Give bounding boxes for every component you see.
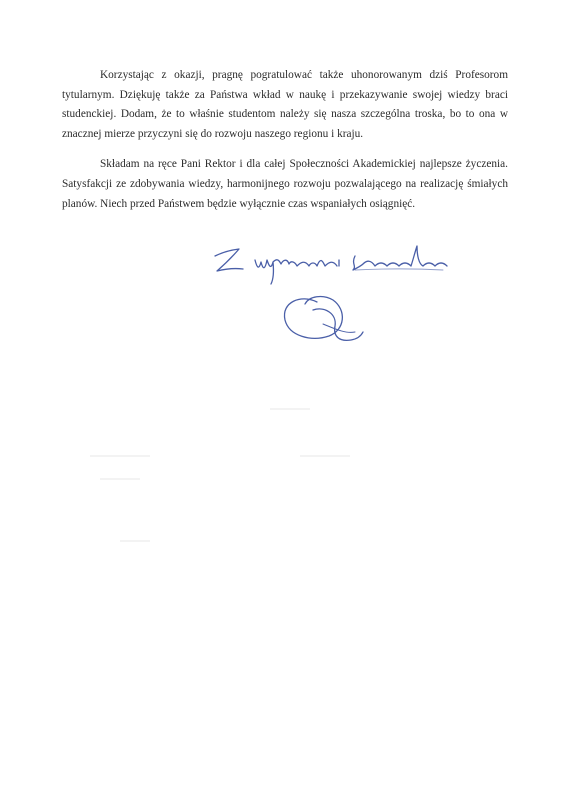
scan-residue xyxy=(100,478,140,480)
paragraph-congratulations: Korzystając z okazji, pragnę pogratulować także uhonorowanym dziś Profesorom tytularnym. Dziękuję także za Państwa wkład w naukę i przekazywanie swojej wiedzy braci studenckiej. Dodam, że to właśnie studentom należy się nasza szczególna troska, bo to ona w znacznej mierze przyczyni się do rozwoju naszego regionu i kraju. xyxy=(62,69,508,140)
scan-residue xyxy=(300,455,350,457)
scan-residue xyxy=(270,408,310,410)
handwritten-signature xyxy=(205,236,465,356)
scan-residue xyxy=(90,455,150,457)
letter-body xyxy=(62,66,508,225)
scan-residue xyxy=(120,540,150,542)
paragraph-wishes: Składam na ręce Pani Rektor i dla całej Społeczności Akademickiej najlepsze życzenia. Satysfakcji ze zdobywania wiedzy, harmonijnego rozwoju pozwalającego na realizację śmiałych planów. Niech przed Państwem będzie wyłącznie czas wspaniałych osiągnięć. xyxy=(62,158,508,210)
